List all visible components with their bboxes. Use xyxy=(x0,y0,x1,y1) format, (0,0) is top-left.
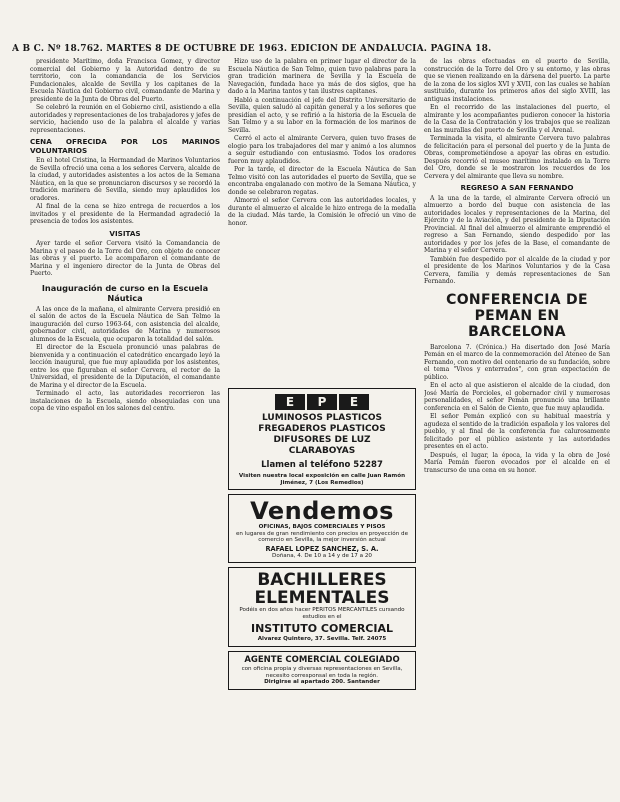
article-paragraph: A la una de la tarde, el almirante Cervera ofreció un almuerzo a bordo del buque con asistencia de las autoridades locales y representaciones de la Marina, del Ejército y de la Aviación, y del presidente de la Diputación Provincial. Al final del almuerzo el almirante emprendió el regreso a San Fernando, siendo despedido por las autoridades y por los jefes de la Base, el comandante de Marina y el señor Cervera. xyxy=(424,194,610,254)
ad-small-text: Visiten nuestra local exposición en calle Juan Ramón Jiménez, 7 (Los Remedios) xyxy=(238,473,406,486)
ad-title: Vendemos xyxy=(250,497,394,526)
article-headline: CONFERENCIA DE PEMAN EN BARCELONA xyxy=(446,291,588,340)
logo-letter: E xyxy=(339,394,369,410)
ad-address: Doñana, 4. De 10 a 14 y de 17 a 20 xyxy=(272,552,372,559)
article-paragraph: También fue despedido por el alcalde de la ciudad y por el presidente de los Marinos Voluntarios y de la Casa Cervera, familia y demás representaciones de San Fernando. xyxy=(424,255,610,285)
logo-letter: E xyxy=(275,394,305,410)
column-3 xyxy=(424,58,610,798)
article-paragraph: A las once de la mañana, el almirante Cervera presidió en el salón de actos de la Escuela Náutica de San Telmo la inauguración del curso 1963-64, con asistencia del alcalde, gobernador civil, autoridades de Marina y numerosos alumnos de la Escuela, que ocuparon la totalidad del salón. xyxy=(30,305,220,343)
article-paragraph: El director de la Escuela pronunció unas palabras de bienvenida y a continuación el catedrático encargado leyó la lección inaugural, que fue muy aplaudida por los asistentes, entre los que figuraban el señor Cervera, el rector de la Universidad, el presidente de la Diputación, el comandante de Marina y el director de la Escuela. xyxy=(30,344,220,389)
ad-title: ELEMENTALES xyxy=(254,588,390,609)
article-paragraph: En el hotel Cristina, la Hermandad de Marinos Voluntarios de Sevilla ofreció una cena a los señores Cervera, alcalde de la ciudad, y autoridades asistentes a los actos de la Semana Náutica, en la que se pronunciaron discursos y se recordó la tradición marinera de Sevilla, siendo muy aplaudidos los oradores. xyxy=(30,157,220,202)
article-paragraph: Cerró el acto el almirante Cervera, quien tuvo frases de elogio para los trabajadores del mar y animó a los alumnos a seguir estudiando con entusiasmo. Todos los oradores fueron muy aplaudidos. xyxy=(228,135,416,165)
article-paragraph: En el recorrido de las instalaciones del puerto, el almirante y los acompañantes pudieron conocer la historia de la Casa de la Contratación y los trabajos que se realizan en las murallas del puerto de Sevilla y el Arenal. xyxy=(424,104,610,134)
article-paragraph: Después, el lugar, la época, la vida y la obra de José María Pemán fueron evocados por el alcalde en el transcurso de una cena en su honor. xyxy=(424,451,610,474)
article-paragraph: El señor Pemán explicó con su habitual maestría y agudeza el sentido de la tradición española y los valores del pueblo, y al final de la conferencia fue calurosamente felicitado por el público asistente y las autoridades presentes en el acto. xyxy=(424,413,610,450)
ad-epe xyxy=(228,388,416,490)
article-paragraph: Por la tarde, el director de la Escuela Náutica de San Telmo visitó con las autoridades el puerto de Sevilla, que se encontraba engalanado con motivo de la Semana Náutica, y donde se celebraron regatas. xyxy=(228,166,416,196)
article-paragraph: Almorzó el señor Cervera con las autoridades locales, y durante el almuerzo el alcalde le hizo entrega de la medalla de la ciudad. Más tarde, la Comisión le ofreció un vino de honor. xyxy=(228,197,416,227)
article-paragraph: Terminado el acto, las autoridades recorrieron las instalaciones de la Escuela, siendo obsequiadas con una copa de vino español en los salones del centro. xyxy=(30,390,220,412)
ad-line: FREGADEROS PLASTICOS xyxy=(258,424,386,434)
ad-title: BACHILLERES xyxy=(257,570,387,591)
ad-company: RAFAEL LOPEZ SANCHEZ, S. A. xyxy=(265,544,379,553)
section-heading: VISITAS xyxy=(109,228,141,238)
section-heading: CENA OFRECIDA POR LOS MARINOS VOLUNTARIOS xyxy=(30,137,220,155)
article-headline: Inauguración de curso en la Escuela Náutica xyxy=(41,282,209,303)
article-paragraph: presidente Marítimo, doña Francisca Gomez, y director comercial del Gobierno y la Autoridad dentro de su territorio, con la comandancia de los Servicios Fundacionales, alcalde de Sevilla y los capitanes de la Escuela Náutica del Gobierno civil, comandante de Marina y presidente de la Junta de Obras del Puerto. xyxy=(30,58,220,103)
logo-letter: P xyxy=(307,394,337,410)
ad-title: AGENTE COMERCIAL COLEGIADO xyxy=(244,654,400,665)
article-paragraph: En el acto al que asistieron el alcalde de la ciudad, don José María de Porcioles, el gobernador civil y numerosas personalidades, el señor Pemán pronunció una brillante conferencia en el Salón de Ciento, que fue muy aplaudida. xyxy=(424,382,610,412)
ad-address: Alvarez Quintero, 37. Sevilla. Telf. 24075 xyxy=(257,636,387,643)
ad-school: INSTITUTO COMERCIAL xyxy=(251,622,393,636)
column-1 xyxy=(30,58,220,798)
ad-bachilleres xyxy=(228,567,416,647)
article-paragraph: de las obras efectuadas en el puerto de Sevilla, construcción de la Torre del Oro y su entorno, y las obras que se vienen realizando en la dársena del puerto. La parte de la zona de los siglos XVI y XVII, con las cuales se habían sustituido, durante los primeros años del siglo XVIII, las antiguas instalaciones. xyxy=(424,58,610,103)
article-paragraph: Se celebró la reunión en el Gobierno civil, asistiendo a ella autoridades y representaciones de los trabajadores y jefes de servicio, haciendo uso de la palabra el alcalde y varias representaciones. xyxy=(30,104,220,134)
ad-agente xyxy=(228,651,416,690)
ad-line: en lugares de gran rendimiento con precios en proyección de comercio en Sevilla, la mejor inversión actual xyxy=(235,530,409,544)
column-2 xyxy=(228,58,416,384)
section-heading: REGRESO A SAN FERNANDO xyxy=(460,183,574,192)
ad-line: OFICINAS, BAJOS COMERCIALES Y PISOS xyxy=(258,524,386,531)
advertisements xyxy=(228,388,416,800)
article-paragraph: Al final de la cena se hizo entrega de recuerdos a los invitados y el presidente de la Hermandad agradeció la presencia de todos los asistentes. xyxy=(30,203,220,225)
ad-line: CLARABOYAS xyxy=(288,446,356,456)
article-paragraph: Barcelona 7. (Crónica.) Ha disertado don José María Pemán en el marco de la conmemoración del Ateneo de San Fernando, con motivo del centenario de su fundación, sobre el tema "Vivos y enterrados", con gran expectación de público. xyxy=(424,343,610,381)
ad-line: LUMINOSOS PLASTICOS xyxy=(262,413,382,423)
ad-line: DIFUSORES DE LUZ xyxy=(273,435,371,445)
page-header: A B C. Nº 18.762. MARTES 8 DE OCTUBRE DE 1963. EDICION DE ANDALUCIA. PAGINA 18. xyxy=(12,44,492,54)
article-paragraph: Hizo uso de la palabra en primer lugar el director de la Escuela Náutica de San Telmo, quien tuvo palabras para la gran tradición marinera de Sevilla y la Escuela de Navegación, fundada hace ya más de dos siglos, que ha dado a la Marina tantos y tan ilustres capitanes. xyxy=(228,58,416,95)
ad-text: Podéis en dos años hacer PERITOS MERCANTILES cursando estudios en el xyxy=(239,607,405,620)
article-paragraph: Terminada la visita, el almirante Cervera tuvo palabras de felicitación para el personal del puerto y de la Junta de Obras, comprometiéndose a apoyar las obras en estudio. Después recorrió el museo marítimo instalado en la Torre del Oro, donde se le mostraron los recuerdos de los Cervera y del almirante que lleva su nombre. xyxy=(424,135,610,180)
article-paragraph: Habló a continuación el jefe del Distrito Universitario de Sevilla, quien saludó al capitán general y a los señores que presidían el acto, y se refirió a la historia de la Escuela de San Telmo y a su labor en la formación de los marinos de Sevilla. xyxy=(228,96,416,134)
ad-footer: Dirigirse al apartado 200. Santander xyxy=(264,679,380,686)
ad-vendemos xyxy=(228,494,416,563)
article-paragraph: Ayer tarde el señor Cervera visitó la Comandancia de Marina y el paseo de la Torre del Oro, con objeto de conocer las obras y el puerto. Le acompañaron el comandante de Marina y el ingeniero director de la Junta de Obras del Puerto. xyxy=(30,240,220,277)
ad-text: con oficina propia y diversas representaciones en Sevilla, necesito corresponsal en toda la región. xyxy=(241,665,403,679)
ad-phone: Llamen al teléfono 52287 xyxy=(261,460,383,470)
epe-logo xyxy=(234,394,410,410)
